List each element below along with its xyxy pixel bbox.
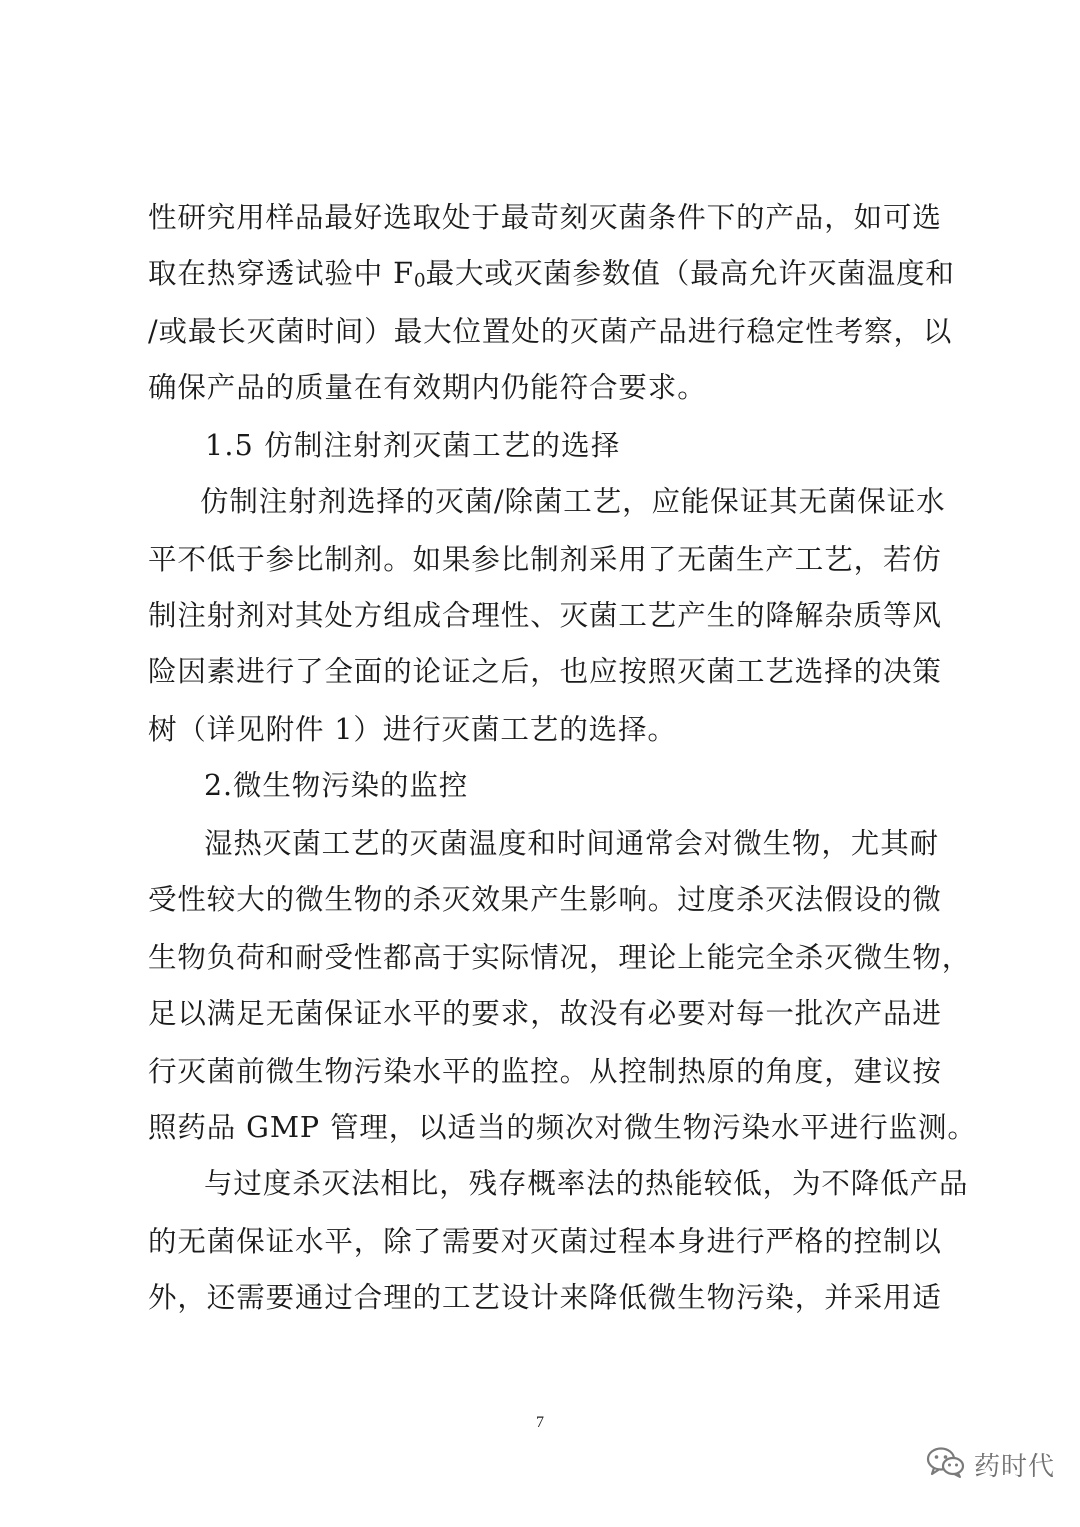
line-suffix: 最大或灭菌参数值（最高允许灭菌温度和 (425, 257, 955, 290)
paragraph-line: 湿热灭菌工艺的灭菌温度和时间通常会对微生物，尤其耐 (204, 827, 940, 860)
section-heading: 1.5 仿制注射剂灭菌工艺的选择 (205, 429, 621, 462)
paragraph-line: 树（详见附件 1）进行灭菌工艺的选择。 (148, 713, 677, 746)
paragraph-line: 仿制注射剂选择的灭菌/除菌工艺，应能保证其无菌保证水 (200, 485, 946, 518)
paragraph-line: 性研究用样品最好选取处于最苛刻灭菌条件下的产品，如可选 (148, 201, 942, 234)
paragraph-line: 与过度杀灭法相比，残存概率法的热能较低，为不降低产品 (204, 1167, 969, 1200)
paragraph-line: 照药品 GMP 管理，以适当的频次对微生物污染水平进行监测。 (148, 1111, 977, 1144)
watermark (926, 1442, 1055, 1486)
paragraph-line: 平不低于参比制剂。如果参比制剂采用了无菌生产工艺，若仿 (148, 543, 942, 576)
section-heading: 2.微生物污染的监控 (204, 769, 469, 802)
line-prefix: 取在热穿透试验中 F (148, 257, 414, 290)
wechat-icon (926, 1445, 966, 1483)
paragraph-line: 足以满足无菌保证水平的要求，故没有必要对每一批次产品进 (148, 997, 942, 1030)
paragraph-line: 行灭菌前微生物污染水平的监控。从控制热原的角度，建议按 (148, 1055, 942, 1088)
paragraph-line: /或最长灭菌时间）最大位置处的灭菌产品进行稳定性考察，以 (148, 315, 953, 348)
paragraph-line: 的无菌保证水平，除了需要对灭菌过程本身进行严格的控制以 (148, 1225, 942, 1258)
page-number: 7 (536, 1414, 544, 1431)
paragraph-line: 险因素进行了全面的论证之后，也应按照灭菌工艺选择的决策 (148, 655, 942, 688)
paragraph-line: 制注射剂对其处方组成合理性、灭菌工艺产生的降解杂质等风 (148, 599, 942, 632)
paragraph-line: 受性较大的微生物的杀灭效果产生影响。过度杀灭法假设的微 (148, 883, 942, 916)
watermark-text: 药时代 (974, 1451, 1056, 1482)
paragraph-line (148, 254, 955, 302)
subscript: 0 (413, 270, 426, 292)
paragraph-line: 生物负荷和耐受性都高于实际情况，理论上能完全杀灭微生物， (148, 941, 972, 974)
paragraph-line: 确保产品的质量在有效期内仍能符合要求。 (148, 371, 707, 404)
paragraph-line: 外，还需要通过合理的工艺设计来降低微生物污染，并采用适 (148, 1281, 942, 1314)
